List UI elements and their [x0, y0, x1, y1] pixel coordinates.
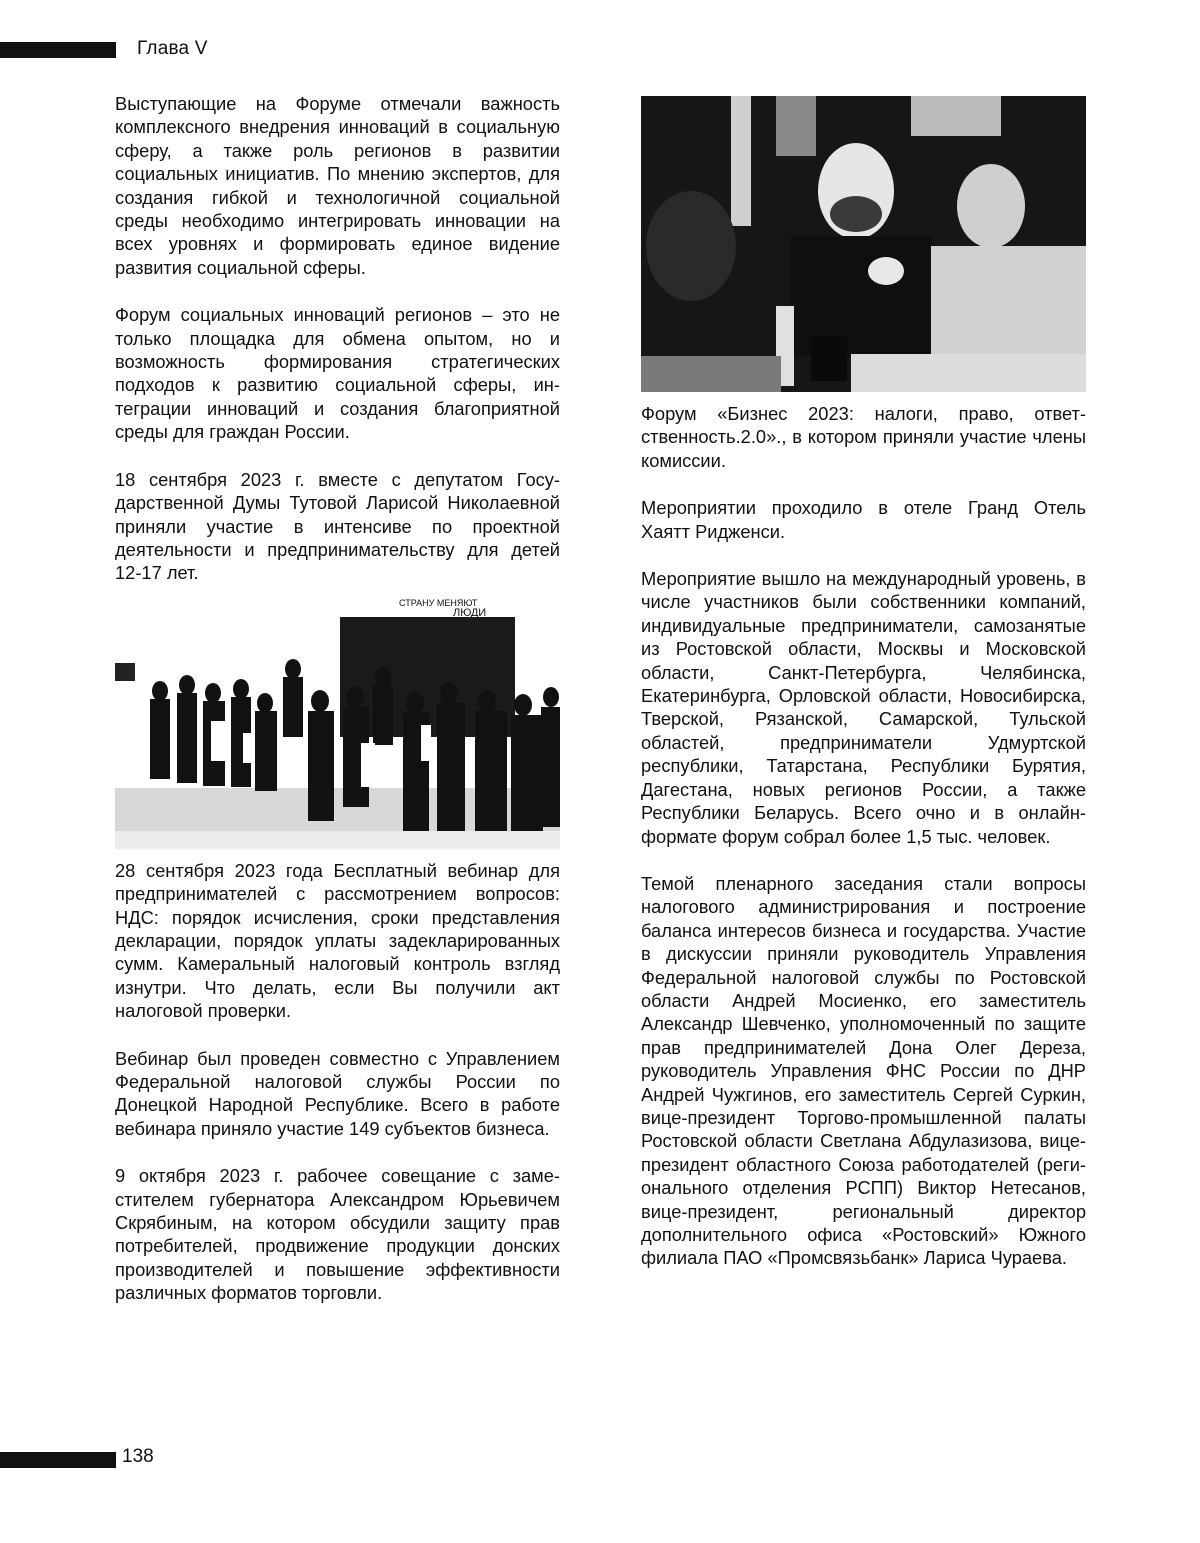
chapter-title: Глава V — [137, 38, 208, 59]
paragraph: Выступающие на Форуме отмечали важность комплексного внедрения инноваций в социальную сферу, а также роль регионов в развитии социальных инициатив. По мнению экспертов, для создания гибкой и технологичной социальной среды необходимо интегрировать инновации на всех уровнях и формировать единое видение развития социальной сферы. — [115, 93, 560, 278]
paragraph: Вебинар был проведен совместно с Управлением Федеральной налоговой службы России по Донецкой Народной Республике. Всего в работе вебинара приняло участие 149 субъектов бизнеса. — [115, 1047, 560, 1139]
footer-bar — [0, 1452, 116, 1468]
paragraph: Мероприятии проходило в отеле Гранд Отель Хаятт Ридженси. — [641, 497, 1086, 542]
photo-banner-1: СТРАНУ МЕНЯЮТ — [399, 597, 478, 608]
paragraph: 18 сентября 2023 г. вместе с депутатом Государственной Думы Тутовой Ларисой Николаевной приняли участие в интенсиве по проектной деятельности и предпринимательству для детей 12-17 лет. — [115, 468, 560, 584]
forum-photo — [641, 96, 1086, 392]
forum-photo-image — [641, 96, 1086, 392]
header-bar — [0, 42, 116, 58]
group-photo — [115, 593, 560, 849]
paragraph: Мероприятие вышло на международный уровень, в числе участников были собственники компаний, индивидуальные предприниматели, самозанятые из Ростовской области, Москвы и Московской области, Санкт-Петербурга, Челябинска, Екатеринбурга, Орловской области, Новосибирска, Тверской, Рязанской, Самарской, Тульской областей, предприниматели Удмуртской республики, Татарстана, Республики Бурятия, Дагестана, новых регионов России, а также Республики Беларусь. Всего очно и в онлайн-формате форум собрал более 1,5 тыс. человек. — [641, 568, 1086, 847]
photo-banner-2: ЛЮДИ — [453, 606, 487, 619]
right-column — [641, 92, 1086, 1294]
paragraph: 9 октября 2023 г. рабочее совещание с заместителем губернатора Александром Юрьевичем Скрябиным, на котором обсудили защиту прав потребителей, продвижение продукции донских производителей и повышение эффективности различных форматов торговли. — [115, 1165, 560, 1304]
page-number: 138 — [122, 1446, 154, 1467]
paragraph: 28 сентября 2023 года Бесплатный вебинар для предпринимателей с рассмотрением вопросов: НДС: порядок исчисления, сроки представления декларации, порядок уплаты задекларированных сумм. Камеральный налоговый контроль взгляд изнутри. Что делать, если Вы получили акт налоговой проверки. — [115, 859, 560, 1022]
paragraph: Темой пленарного заседания стали вопросы налогового администрирования и построение баланса интересов бизнеса и государства. Участие в дискуссии приняли руководитель Управления Федеральной налоговой службы по Ростовской области Андрей Мосиенко, его заместитель Александр Шевченко, уполномоченный по защите прав предпринимателей Дона Олег Дереза, руководитель Управления ФНС России по ДНР Андрей Чужгинов, его заместитель Сергей Суркин, вице-президент Торгово-промышленной палаты Ростовской области Светлана Абдулазизова, вице-президент областного Союза работодателей (регионального отделения РСПП) Виктор Нетесанов, вице-президент, региональный директор дополнительного офиса «Ростовский» Южного филиала ПАО «Промсвязьбанк» Лариса Чураева. — [641, 872, 1086, 1269]
left-column — [115, 92, 560, 1329]
paragraph: Форум социальных инноваций регионов – это не только площадка для обмена опытом, но и возможность формирования стратегических подходов к развитию социальной сферы, интеграции инноваций и создания благоприятной среды для граждан России. — [115, 304, 560, 443]
group-photo-image — [115, 593, 560, 849]
photo-caption: Форум «Бизнес 2023: налоги, право, ответственность.2.0»., в котором приняли участие члены комиссии. — [641, 403, 1086, 471]
